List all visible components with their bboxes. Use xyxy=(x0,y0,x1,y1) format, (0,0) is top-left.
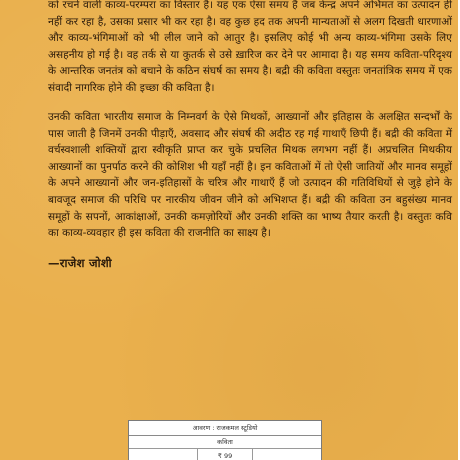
sticker-price-row xyxy=(129,449,321,460)
price-sticker xyxy=(128,420,322,460)
author-signature: —राजेश जोशी xyxy=(48,255,112,270)
blurb-text xyxy=(48,0,452,271)
blurb-paragraph-2: उनकी कविता भारतीय समाज के निम्नवर्ग के ऐसे मिथकों, आख्यानों और इतिहास के अलक्षित सन्दर्भों के पास जाती है जिनमें उनकी पीड़ाएँ, अवसाद और संघर्ष की अदीठ रह गई गाथाएँ छिपी हैं। बद्री की कविता में वर्चस्वशाली शक्तियों द्वारा स्वीकृति प्राप्त कर चुके प्रचलित मिथक लगभग नहीं हैं। अप्रचलित मिथकीय आख्यानों का पुनर्पाठ करने की कोशिश भी यहाँ नहीं है। इन कविताओं में तो ऐसी जातियों और मानव समूहों के अपने आख्यानों और जन-इतिहासों के चरित्र और गाथाएँ हैं जो उत्पादन की गतिविधियों से जुड़े होने के बावजूद समाज की परिधि पर नारकीय जीवन जीने को अभिशप्त हैं। बद्री की कविता उन बहुसंख्य मानव समूहों के सपनों, आकांक्षाओं, उनकी कमज़ोरियों और उनकी शक्ति का भाष्य तैयार करती है। वस्तुतः कवि का काव्य-व्यवहार ही इस कविता की राजनीति का साक्ष्य है। xyxy=(48,111,452,240)
blurb-paragraph-1: को रचने वाली काव्य-परम्परा का विस्तार है। यह एक ऐसा समय है जब केन्द्र अपने अभिमत का उत्पादन ही नहीं कर रहा है, उसका प्रसार भी कर रहा है। वह कुछ हद तक अपनी मान्यताओं से अलग दिखती धारणाओं और काव्य-भंगिमाओं को भी लील जाने को आतुर है। इसलिए कोई भी अन्य काव्य-भंगिमा उसके लिए असहनीय हो गई है। वह तर्क से या कुतर्क से उसे ख़ारिज कर देने पर आमादा है। यह समय कविता-परिदृश्य के आन्तरिक जनतंत्र को बचाने के कठिन संघर्ष का समय है। बद्री की कविता वस्तुतः जनतांत्रिक समय में एक संवादी नागरिक होने की इच्छा की कविता है। xyxy=(48,0,452,94)
sticker-spacer xyxy=(253,449,321,460)
sticker-title: आवरण : राजकमल स्टूडियो xyxy=(129,421,321,436)
sticker-spacer xyxy=(129,449,197,460)
sticker-price: ₹ 99 xyxy=(197,449,253,460)
paragraph-gap xyxy=(48,96,452,109)
sticker-category: कविता xyxy=(129,436,321,449)
